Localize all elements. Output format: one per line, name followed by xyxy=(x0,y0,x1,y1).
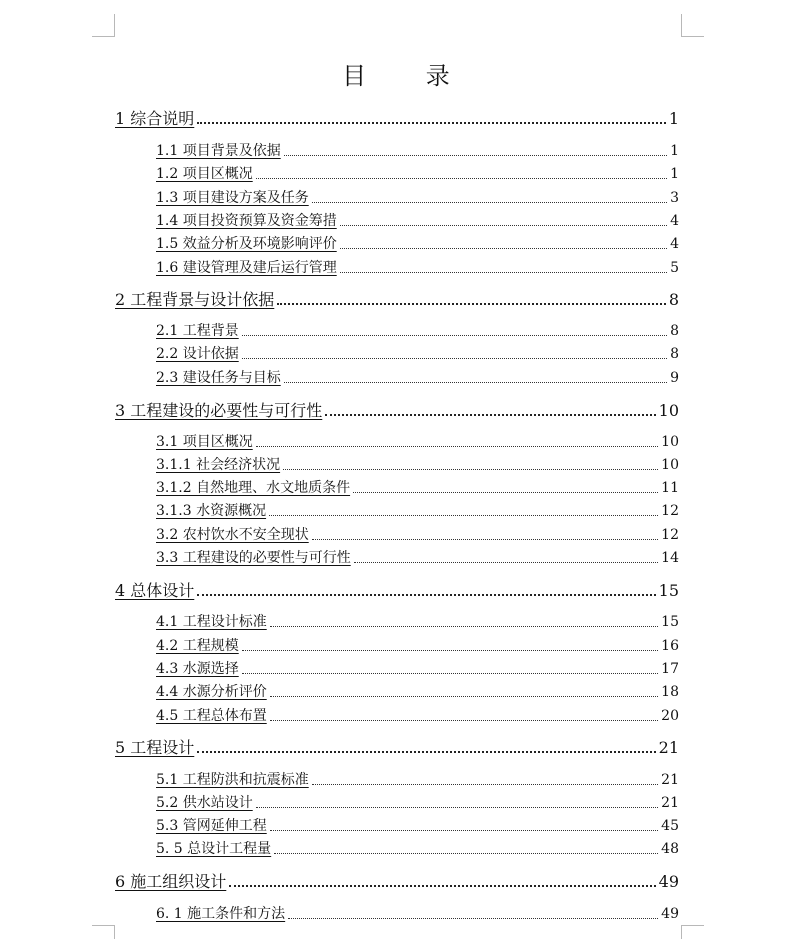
toc-entry-page: 18 xyxy=(661,684,679,700)
toc-section-entry[interactable] xyxy=(156,163,679,183)
toc-entry-page: 4 xyxy=(670,213,679,229)
toc-section-entry[interactable] xyxy=(156,815,679,835)
toc-chapter-entry[interactable] xyxy=(115,398,679,420)
toc-entry-title[interactable]: 4 总体设计 xyxy=(115,581,195,600)
toc-entry-title[interactable]: 1.1 项目背景及依据 xyxy=(156,143,281,159)
toc-entry-page: 15 xyxy=(661,614,679,630)
toc-entry-page: 9 xyxy=(670,370,679,386)
toc-entry-page: 16 xyxy=(661,638,679,654)
toc-chapter-entry[interactable] xyxy=(115,287,679,309)
toc-entry-page: 21 xyxy=(661,795,679,811)
toc-entry-page: 1 xyxy=(670,143,679,159)
toc-entry-page: 10 xyxy=(661,434,679,450)
toc-section-entry[interactable] xyxy=(156,140,679,160)
toc-dot-leader xyxy=(256,178,667,179)
toc-dot-leader xyxy=(354,562,658,563)
toc-entry-title[interactable]: 3.2 农村饮水不安全现状 xyxy=(156,527,309,543)
toc-entry-page: 45 xyxy=(661,818,679,834)
toc-dot-leader xyxy=(340,248,667,249)
toc-entry-page: 21 xyxy=(661,772,679,788)
toc-dot-leader xyxy=(284,382,667,383)
toc-dot-leader xyxy=(270,830,658,831)
toc-section-entry[interactable] xyxy=(156,343,679,363)
toc-entry-title[interactable]: 2.3 建设任务与目标 xyxy=(156,370,281,386)
toc-entry-title[interactable]: 4.2 工程规模 xyxy=(156,638,239,654)
toc-section-entry[interactable] xyxy=(156,658,679,678)
toc-entry-page: 10 xyxy=(661,457,679,473)
toc-entry-title[interactable]: 1 综合说明 xyxy=(115,109,195,128)
page-title: 目 录 xyxy=(342,62,476,90)
toc-entry-title[interactable]: 2 工程背景与设计依据 xyxy=(115,290,275,309)
toc-dot-leader xyxy=(270,720,658,721)
toc-section-entry[interactable] xyxy=(156,635,679,655)
corner-mark-bottom-left xyxy=(92,925,115,939)
toc-entry-title[interactable]: 1.5 效益分析及环境影响评价 xyxy=(156,236,337,252)
toc-dot-leader xyxy=(197,751,655,753)
toc-entry-title[interactable]: 4.1 工程设计标准 xyxy=(156,614,267,630)
toc-dot-leader xyxy=(288,918,658,919)
toc-dot-leader xyxy=(353,492,658,493)
toc-entry-title[interactable]: 3 工程建设的必要性与可行性 xyxy=(115,401,323,420)
toc-section-entry[interactable] xyxy=(156,547,679,567)
toc-entry-title[interactable]: 1.4 项目投资预算及资金筹措 xyxy=(156,213,337,229)
toc-entry-title[interactable]: 5.1 工程防洪和抗震标准 xyxy=(156,772,309,788)
toc-entry-title[interactable]: 1.6 建设管理及建后运行管理 xyxy=(156,260,337,276)
toc-entry-page: 5 xyxy=(670,260,679,276)
toc-dot-leader xyxy=(197,122,666,124)
toc-entry-title[interactable]: 6 施工组织设计 xyxy=(115,872,227,891)
toc-section-entry[interactable] xyxy=(156,792,679,812)
toc-dot-leader xyxy=(274,853,658,854)
toc-dot-leader xyxy=(325,414,655,416)
toc-entry-page: 1 xyxy=(668,109,679,128)
toc-entry-page: 3 xyxy=(670,190,679,206)
toc-entry-page: 20 xyxy=(661,708,679,724)
toc-dot-leader xyxy=(284,155,667,156)
toc-entry-title[interactable]: 3.1.2 自然地理、水文地质条件 xyxy=(156,480,351,496)
toc-entry-page: 11 xyxy=(661,480,679,496)
toc-entry-title[interactable]: 4.4 水源分析评价 xyxy=(156,684,267,700)
toc-section-entry[interactable] xyxy=(156,367,679,387)
toc-section-entry[interactable] xyxy=(156,320,679,340)
toc-dot-leader xyxy=(256,446,658,447)
toc-section-entry[interactable] xyxy=(156,500,679,520)
toc-entry-page: 49 xyxy=(661,906,679,922)
corner-mark-bottom-right xyxy=(681,925,704,939)
toc-section-entry[interactable] xyxy=(156,903,679,923)
toc-entry-page: 8 xyxy=(670,323,679,339)
toc-dot-leader xyxy=(242,335,667,336)
toc-entry-page: 10 xyxy=(658,401,679,420)
toc-entry-title[interactable]: 2.1 工程背景 xyxy=(156,323,239,339)
toc-section-entry[interactable] xyxy=(156,257,679,277)
toc-entry-page: 8 xyxy=(670,346,679,362)
toc-chapter-entry[interactable] xyxy=(115,578,679,600)
toc-entry-page: 49 xyxy=(658,872,679,891)
toc-entry-page: 48 xyxy=(661,841,679,857)
toc-section-entry[interactable] xyxy=(156,431,679,451)
toc-entry-title[interactable]: 1.2 项目区概况 xyxy=(156,166,253,182)
toc-section-entry[interactable] xyxy=(156,210,679,230)
toc-dot-leader xyxy=(197,594,655,596)
toc-entry-title[interactable]: 3.1.1 社会经济状况 xyxy=(156,457,281,473)
toc-entry-title[interactable]: 2.2 设计依据 xyxy=(156,346,239,362)
toc-dot-leader xyxy=(283,469,658,470)
toc-dot-leader xyxy=(277,303,666,305)
toc-entry-title[interactable]: 3.1 项目区概况 xyxy=(156,434,253,450)
toc-entry-title[interactable]: 5 工程设计 xyxy=(115,738,195,757)
toc-dot-leader xyxy=(312,539,658,540)
toc-entry-title[interactable]: 5.2 供水站设计 xyxy=(156,795,253,811)
toc-entry-title[interactable]: 3.3 工程建设的必要性与可行性 xyxy=(156,550,351,566)
corner-mark-top-right xyxy=(681,14,704,37)
toc-section-entry[interactable] xyxy=(156,187,679,207)
toc-dot-leader xyxy=(312,202,667,203)
toc-entry-page: 8 xyxy=(668,290,679,309)
toc-dot-leader xyxy=(229,885,655,887)
toc-section-entry[interactable] xyxy=(156,611,679,631)
toc-entry-page: 12 xyxy=(661,503,679,519)
toc-dot-leader xyxy=(242,650,658,651)
toc-entry-title[interactable]: 4.5 工程总体布置 xyxy=(156,708,267,724)
toc-section-entry[interactable] xyxy=(156,838,679,858)
toc-dot-leader xyxy=(270,696,658,697)
toc-dot-leader xyxy=(270,626,658,627)
toc-entry-title[interactable]: 5. 5 总设计工程量 xyxy=(156,841,272,857)
toc-entry-title[interactable]: 4.3 水源选择 xyxy=(156,661,239,677)
toc-entry-page: 21 xyxy=(658,738,679,757)
toc-section-entry[interactable] xyxy=(156,769,679,789)
toc-entry-page: 17 xyxy=(661,661,679,677)
toc-dot-leader xyxy=(256,807,658,808)
toc-section-entry[interactable] xyxy=(156,454,679,474)
toc-entry-title[interactable]: 6. 1 施工条件和方法 xyxy=(156,906,286,922)
toc-entry-title[interactable]: 3.1.3 水资源概况 xyxy=(156,503,267,519)
toc-entry-page: 4 xyxy=(670,236,679,252)
toc-section-entry[interactable] xyxy=(156,233,679,253)
toc-chapter-entry[interactable] xyxy=(115,735,679,757)
toc-entry-title[interactable]: 1.3 项目建设方案及任务 xyxy=(156,190,309,206)
toc-section-entry[interactable] xyxy=(156,705,679,725)
toc-section-entry[interactable] xyxy=(156,524,679,544)
toc-section-entry[interactable] xyxy=(156,681,679,701)
toc-dot-leader xyxy=(340,272,667,273)
toc-dot-leader xyxy=(242,358,667,359)
toc-entry-page: 1 xyxy=(670,166,679,182)
toc-chapter-entry[interactable] xyxy=(115,106,679,128)
toc-chapter-entry[interactable] xyxy=(115,869,679,891)
toc-section-entry[interactable] xyxy=(156,477,679,497)
toc-dot-leader xyxy=(242,673,658,674)
toc-entry-page: 14 xyxy=(661,550,679,566)
toc-entry-page: 15 xyxy=(658,581,679,600)
toc-dot-leader xyxy=(312,784,658,785)
corner-mark-top-left xyxy=(92,14,115,37)
toc-dot-leader xyxy=(340,225,667,226)
toc-entry-page: 12 xyxy=(661,527,679,543)
toc-dot-leader xyxy=(269,515,658,516)
toc-entry-title[interactable]: 5.3 管网延伸工程 xyxy=(156,818,267,834)
